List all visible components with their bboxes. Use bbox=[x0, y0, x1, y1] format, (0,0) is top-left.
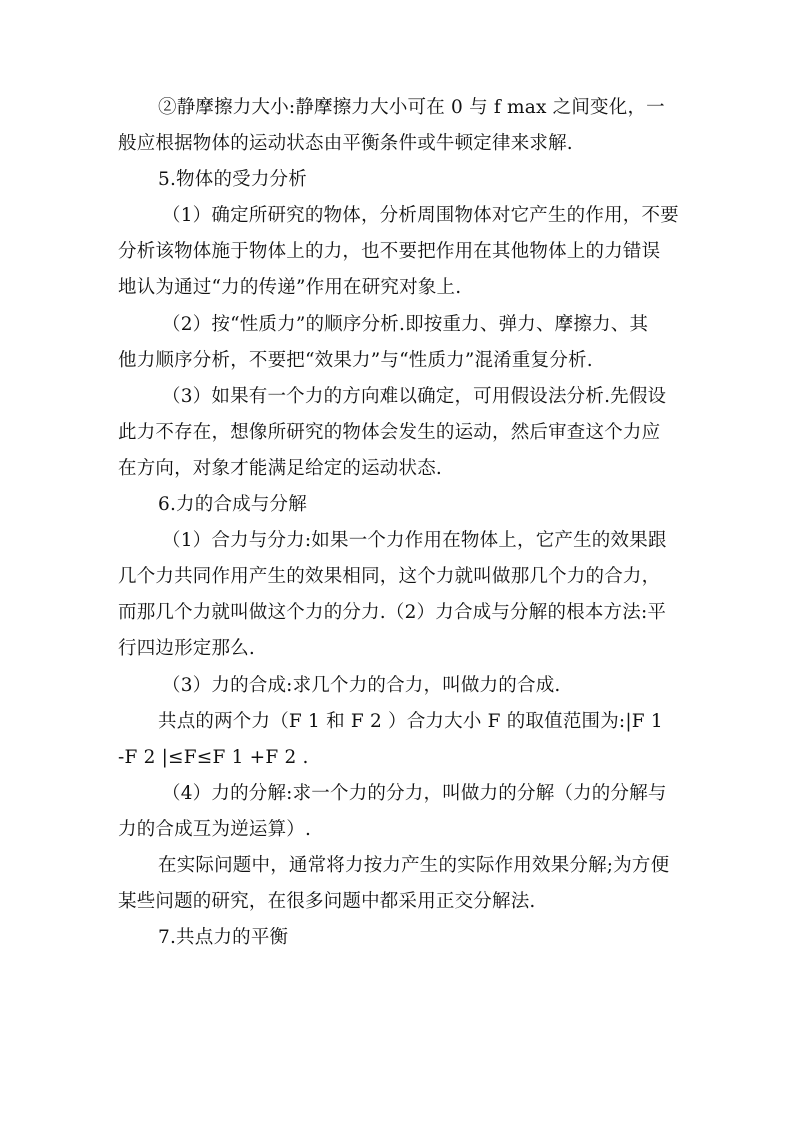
text-line: （4）力的分解:求一个力的分力，叫做力的分解（力的分解与 bbox=[162, 782, 667, 804]
text-line: 几个力共同作用产生的效果相同，这个力就叫做那几个力的合力， bbox=[118, 566, 661, 588]
text-line: （1）合力与分力:如果一个力作用在物体上，它产生的效果跟 bbox=[162, 530, 667, 552]
text-line: 地认为通过“力的传递”作用在研究对象上. bbox=[118, 277, 462, 299]
text-line: ②静摩擦力大小:静摩擦力大小可在 0 与 f max 之间变化，一 bbox=[158, 97, 665, 118]
section-heading: 7.共点力的平衡 bbox=[158, 927, 289, 949]
text-line: 此力不存在，想像所研究的物体会发生的运动，然后审查这个力应 bbox=[118, 421, 661, 443]
text-line: （3）力的合成:求几个力的合力，叫做力的合成. bbox=[162, 674, 561, 696]
text-line: （1）确定所研究的物体，分析周围物体对它产生的作用，不要 bbox=[162, 205, 679, 227]
text-line: 在实际问题中，通常将力按力产生的实际作用效果分解;为方便 bbox=[158, 854, 670, 876]
section-heading: 5.物体的受力分析 bbox=[158, 169, 307, 191]
text-line: 行四边形定那么. bbox=[118, 638, 255, 660]
text-line: （3）如果有一个力的方向难以确定，可用假设法分析.先假设 bbox=[162, 385, 667, 407]
text-line: 他力顺序分析，不要把“效果力”与“性质力”混淆重复分析. bbox=[118, 349, 593, 371]
section-heading: 6.力的合成与分解 bbox=[158, 494, 307, 516]
text-line: 某些问题的研究，在很多问题中都采用正交分解法. bbox=[118, 891, 536, 913]
text-line: （2）按“性质力”的顺序分析.即按重力、弹力、摩擦力、其 bbox=[162, 313, 649, 335]
text-line: 分析该物体施于物体上的力，也不要把作用在其他物体上的力错误 bbox=[118, 241, 661, 263]
text-line: 在方向，对象才能满足给定的运动状态. bbox=[118, 457, 442, 479]
document-page bbox=[118, 90, 678, 956]
text-line: 力的合成互为逆运算）. bbox=[118, 818, 312, 840]
text-line: 而那几个力就叫做这个力的分力.（2）力合成与分解的根本方法:平 bbox=[118, 602, 667, 624]
text-line: 共点的两个力（F 1 和 F 2 ）合力大小 F 的取值范围为:|F 1 bbox=[158, 710, 663, 732]
text-line: -F 2 |≤F≤F 1 +F 2 . bbox=[118, 746, 309, 768]
text-line: 般应根据物体的运动状态由平衡条件或牛顿定律来求解. bbox=[118, 133, 573, 155]
